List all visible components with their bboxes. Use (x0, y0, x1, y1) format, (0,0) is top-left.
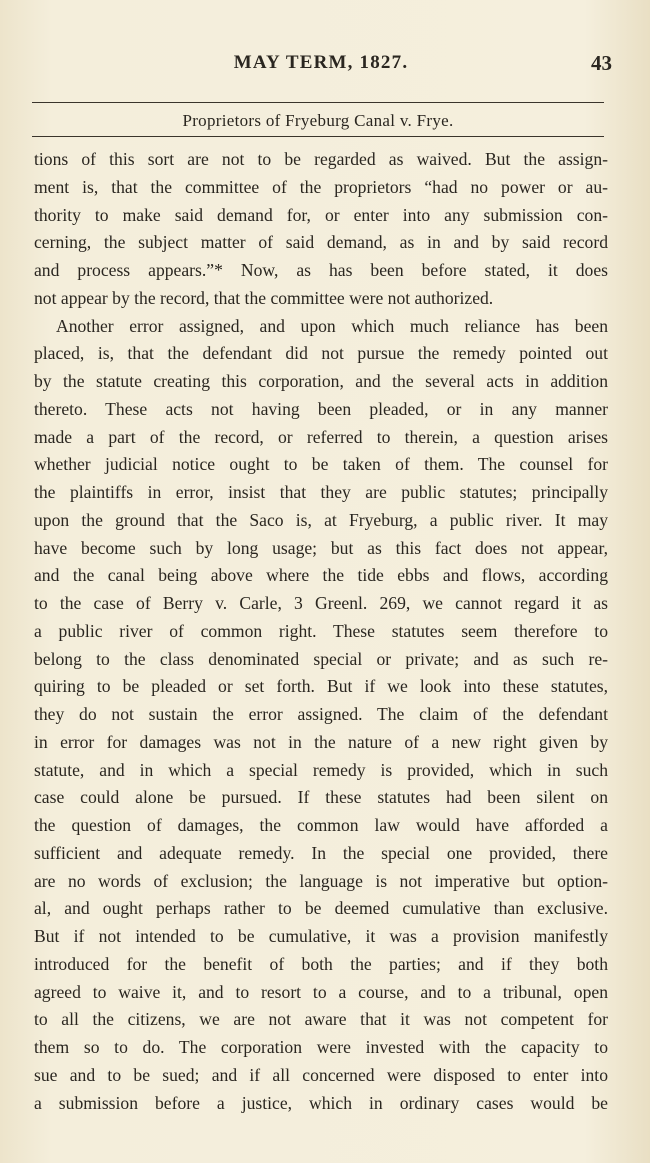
text-line: introduced for the benefit of both the parties; and if they both (34, 953, 608, 974)
text-line: and process appears.”* Now, as has been before stated, it does (34, 260, 608, 280)
page-number: 43 (591, 51, 612, 75)
text-line: Another error assigned, and upon which much reliance has been (56, 315, 608, 336)
text-line: the plaintiffs in error, insist that they are public statutes; principally (34, 482, 608, 502)
text-line: in error for damages was not in the nature of a new right given by (34, 731, 608, 752)
text-line: quiring to be pleaded or set forth. But if we look into these statutes, (34, 676, 608, 697)
text-line: not appear by the record, that the committee were not authorized. (34, 287, 494, 308)
text-line: them so to do. The corporation were invested with the capacity to (34, 1037, 608, 1057)
text-line: have become such by long usage; but as this fact does not appear, (34, 537, 608, 558)
text-line: thority to make said demand for, or enter into any submission con- (34, 204, 608, 225)
text-line: sue and to be sued; and if all concerned were disposed to enter into (34, 1064, 608, 1085)
text-line: they do not sustain the error assigned. The claim of the defendant (34, 704, 608, 724)
text-line: a public river of common right. These statutes seem therefore to (34, 620, 608, 641)
text-line: But if not intended to be cumulative, it was a provision manifestly (34, 926, 608, 946)
text-line: a submission before a justice, which in ordinary cases would be (34, 1092, 608, 1113)
text-line: belong to the class denominated special or private; and as such re- (34, 648, 608, 669)
header-rule-bottom (32, 136, 604, 137)
term-heading: MAY TERM, 1827. (233, 52, 409, 73)
text-line: and the canal being above where the tide ebbs and flows, according (34, 565, 608, 586)
text-line: tions of this sort are not to be regarded as waived. But the assign- (34, 149, 608, 169)
text-line: cerning, the subject matter of said demand, as in and by said record (34, 232, 608, 253)
case-title: Proprietors of Fryeburg Canal v. Frye. (182, 111, 454, 130)
text-line: made a part of the record, or referred to therein, a question arises (34, 426, 608, 447)
text-line: the question of damages, the common law would have afforded a (34, 815, 608, 835)
text-line: sufficient and adequate remedy. In the special one provided, there (34, 842, 608, 863)
text-line: statute, and in which a special remedy is provided, which in such (34, 759, 608, 780)
running-head (30, 52, 612, 78)
body-text (34, 146, 608, 1117)
text-line: placed, is, that the defendant did not pursue the remedy pointed out (34, 343, 608, 364)
text-line: ment is, that the committee of the proprietors “had no power or au- (34, 176, 608, 197)
text-line: are no words of exclusion; the language is not imperative but option- (34, 870, 608, 891)
text-line: upon the ground that the Saco is, at Fryeburg, a public river. It may (34, 509, 608, 530)
text-line: thereto. These acts not having been pleaded, or in any manner (34, 398, 608, 419)
text-line: al, and ought perhaps rather to be deemed cumulative than exclusive. (34, 898, 608, 919)
text-line: agreed to waive it, and to resort to a course, and to a tribunal, open (34, 981, 608, 1002)
text-line: case could alone be pursued. If these statutes had been silent on (34, 787, 608, 808)
text-line: by the statute creating this corporation, and the several acts in addition (34, 371, 608, 391)
header-rule-top (32, 102, 604, 103)
text-line: to all the citizens, we are not aware that it was not competent for (34, 1009, 608, 1030)
text-line: whether judicial notice ought to be taken of them. The counsel for (34, 454, 608, 475)
text-line: to the case of Berry v. Carle, 3 Greenl. 269, we cannot regard it as (34, 593, 608, 613)
